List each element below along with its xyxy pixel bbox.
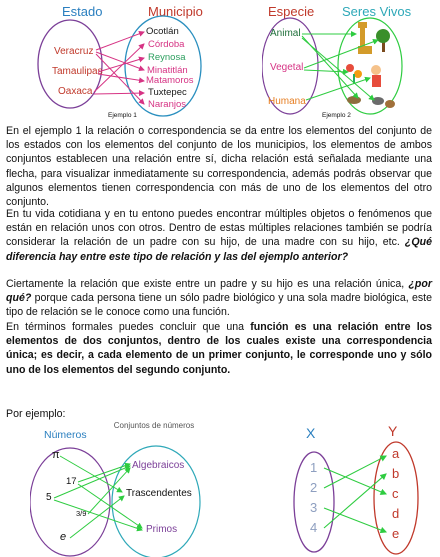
ex4-left-item: 3 [310,500,318,515]
paragraph-for-example: Por ejemplo: [6,408,66,420]
example-3-diagram [30,418,230,557]
giraffe-icon [358,22,372,54]
ex4-left-item: 4 [310,520,318,535]
ex4-right-title: Y [388,423,398,439]
ex3-left-item: e [60,531,67,543]
ex2-right-title: Seres Vivos [342,4,412,19]
example-2-diagram [262,0,412,120]
flower-icon [346,64,362,84]
hedgehog-icon [385,100,395,108]
ex4-right-item: e [392,526,400,541]
ex2-left-item: Humana [268,96,306,107]
ex3-right-item: Algebraicos [132,460,185,471]
ex2-arrows [302,34,378,100]
ex3-left-oval [30,448,110,556]
paragraph-unique-relation [6,277,432,320]
ex3-right-item: Trascendentes [126,488,192,499]
ex3-left-item: 17 [66,476,77,487]
ex1-right-item: Naranjos [148,99,187,110]
cat-icon [372,97,384,105]
paragraph-function-definition [6,320,432,377]
ex1-left-title: Estado [62,4,103,19]
paragraph-everyday-relations [6,207,432,264]
ex1-right-item: Córdoba [148,39,185,50]
ex4-left-item: 2 [310,480,318,495]
ex3-right-title [114,421,195,430]
example-1-diagram [30,0,220,120]
ex3-left-item: 5 [46,492,52,503]
function-definition-bold: función es una relación entre los elementos de dos conjuntos, dentro de los cuales existe una correspondencia única; es decir, a cada elemento de un primer conjunto, le corresponde uno y sólo uno de los elementos del segundo conjunto. [6,321,432,376]
child-icon [371,65,381,87]
ex4-right-item: b [392,466,400,481]
question-why: ¿por qué? [6,278,432,305]
ex2-caption: Ejemplo 2 [322,112,351,119]
living-beings-pictures [346,22,395,108]
paragraph-text: porque cada persona tiene un sólo padre biológico y una sola madre biológica, este tipo de relación se le conoce como una función. [6,292,432,319]
tree-icon [376,29,390,52]
ex4-right-item: a [392,446,400,461]
paragraph-example-explanation: En el ejemplo 1 la relación o correspondencia se da entre los elementos del conjunto de los estados con los elementos del conjunto de los municipios, los elementos de ambos conjuntos establecen una relación entre sí, dicha relación está señalada mediante una flecha, para visualizar inmediatamente su correspondencia, además podrás observar que algunos elementos tienen correspondencia con más de uno de los elementos del otro conjunto. [6,125,432,209]
ex3-right-item: Primos [146,524,178,535]
ex3-left-item: 3/9 [76,509,87,518]
question-difference: ¿Qué diferencia hay entre este tipo de relación y las del ejemplo anterior? [6,236,432,263]
ex4-right-item: c [392,486,399,501]
ex1-caption: Ejemplo 1 [108,112,137,119]
ex1-left-item: Tamaulipas [52,66,103,77]
ex1-right-item: Minatitlán [147,65,188,76]
ex2-left-title: Especie [268,4,315,19]
ex1-right-title: Municipio [148,4,203,19]
ex4-left-title: X [306,425,316,441]
paragraph-text: Ciertamente la relación que existe entre un padre y su hijo es una relación única, [6,278,409,290]
paragraph-text: En tu vida cotidiana y en tu entono puedes encontrar múltiples objetos o fenómenos que están en relación unos con otros. Dentro de estas múltiples relaciones también se podría considerar la relación de un padre con su hijo, de una madre con su hijo, etc. [6,208,432,249]
example-4-diagram [288,418,428,557]
ex1-right-item: Ocotlán [146,26,179,37]
ex2-left-item: Vegetal [270,62,304,73]
ex3-left-title: Números [44,429,87,441]
ex1-right-item: Reynosa [148,52,186,63]
ex1-right-item: Tuxtepec [148,87,187,98]
ex1-left-item: Oaxaca [58,86,93,97]
ex3-left-item: π [52,449,60,461]
ex1-left-item: Veracruz [54,46,94,57]
paragraph-text: En términos formales puedes concluir que una [6,321,251,333]
ex4-left-item: 1 [310,460,318,475]
ex2-left-item: Animal [270,28,301,39]
ex1-right-item: Matamoros [146,75,194,86]
ex4-right-item: d [392,506,400,521]
dog-icon [347,96,361,104]
ex3-right-title-text: Conjuntos de números [113,421,195,430]
